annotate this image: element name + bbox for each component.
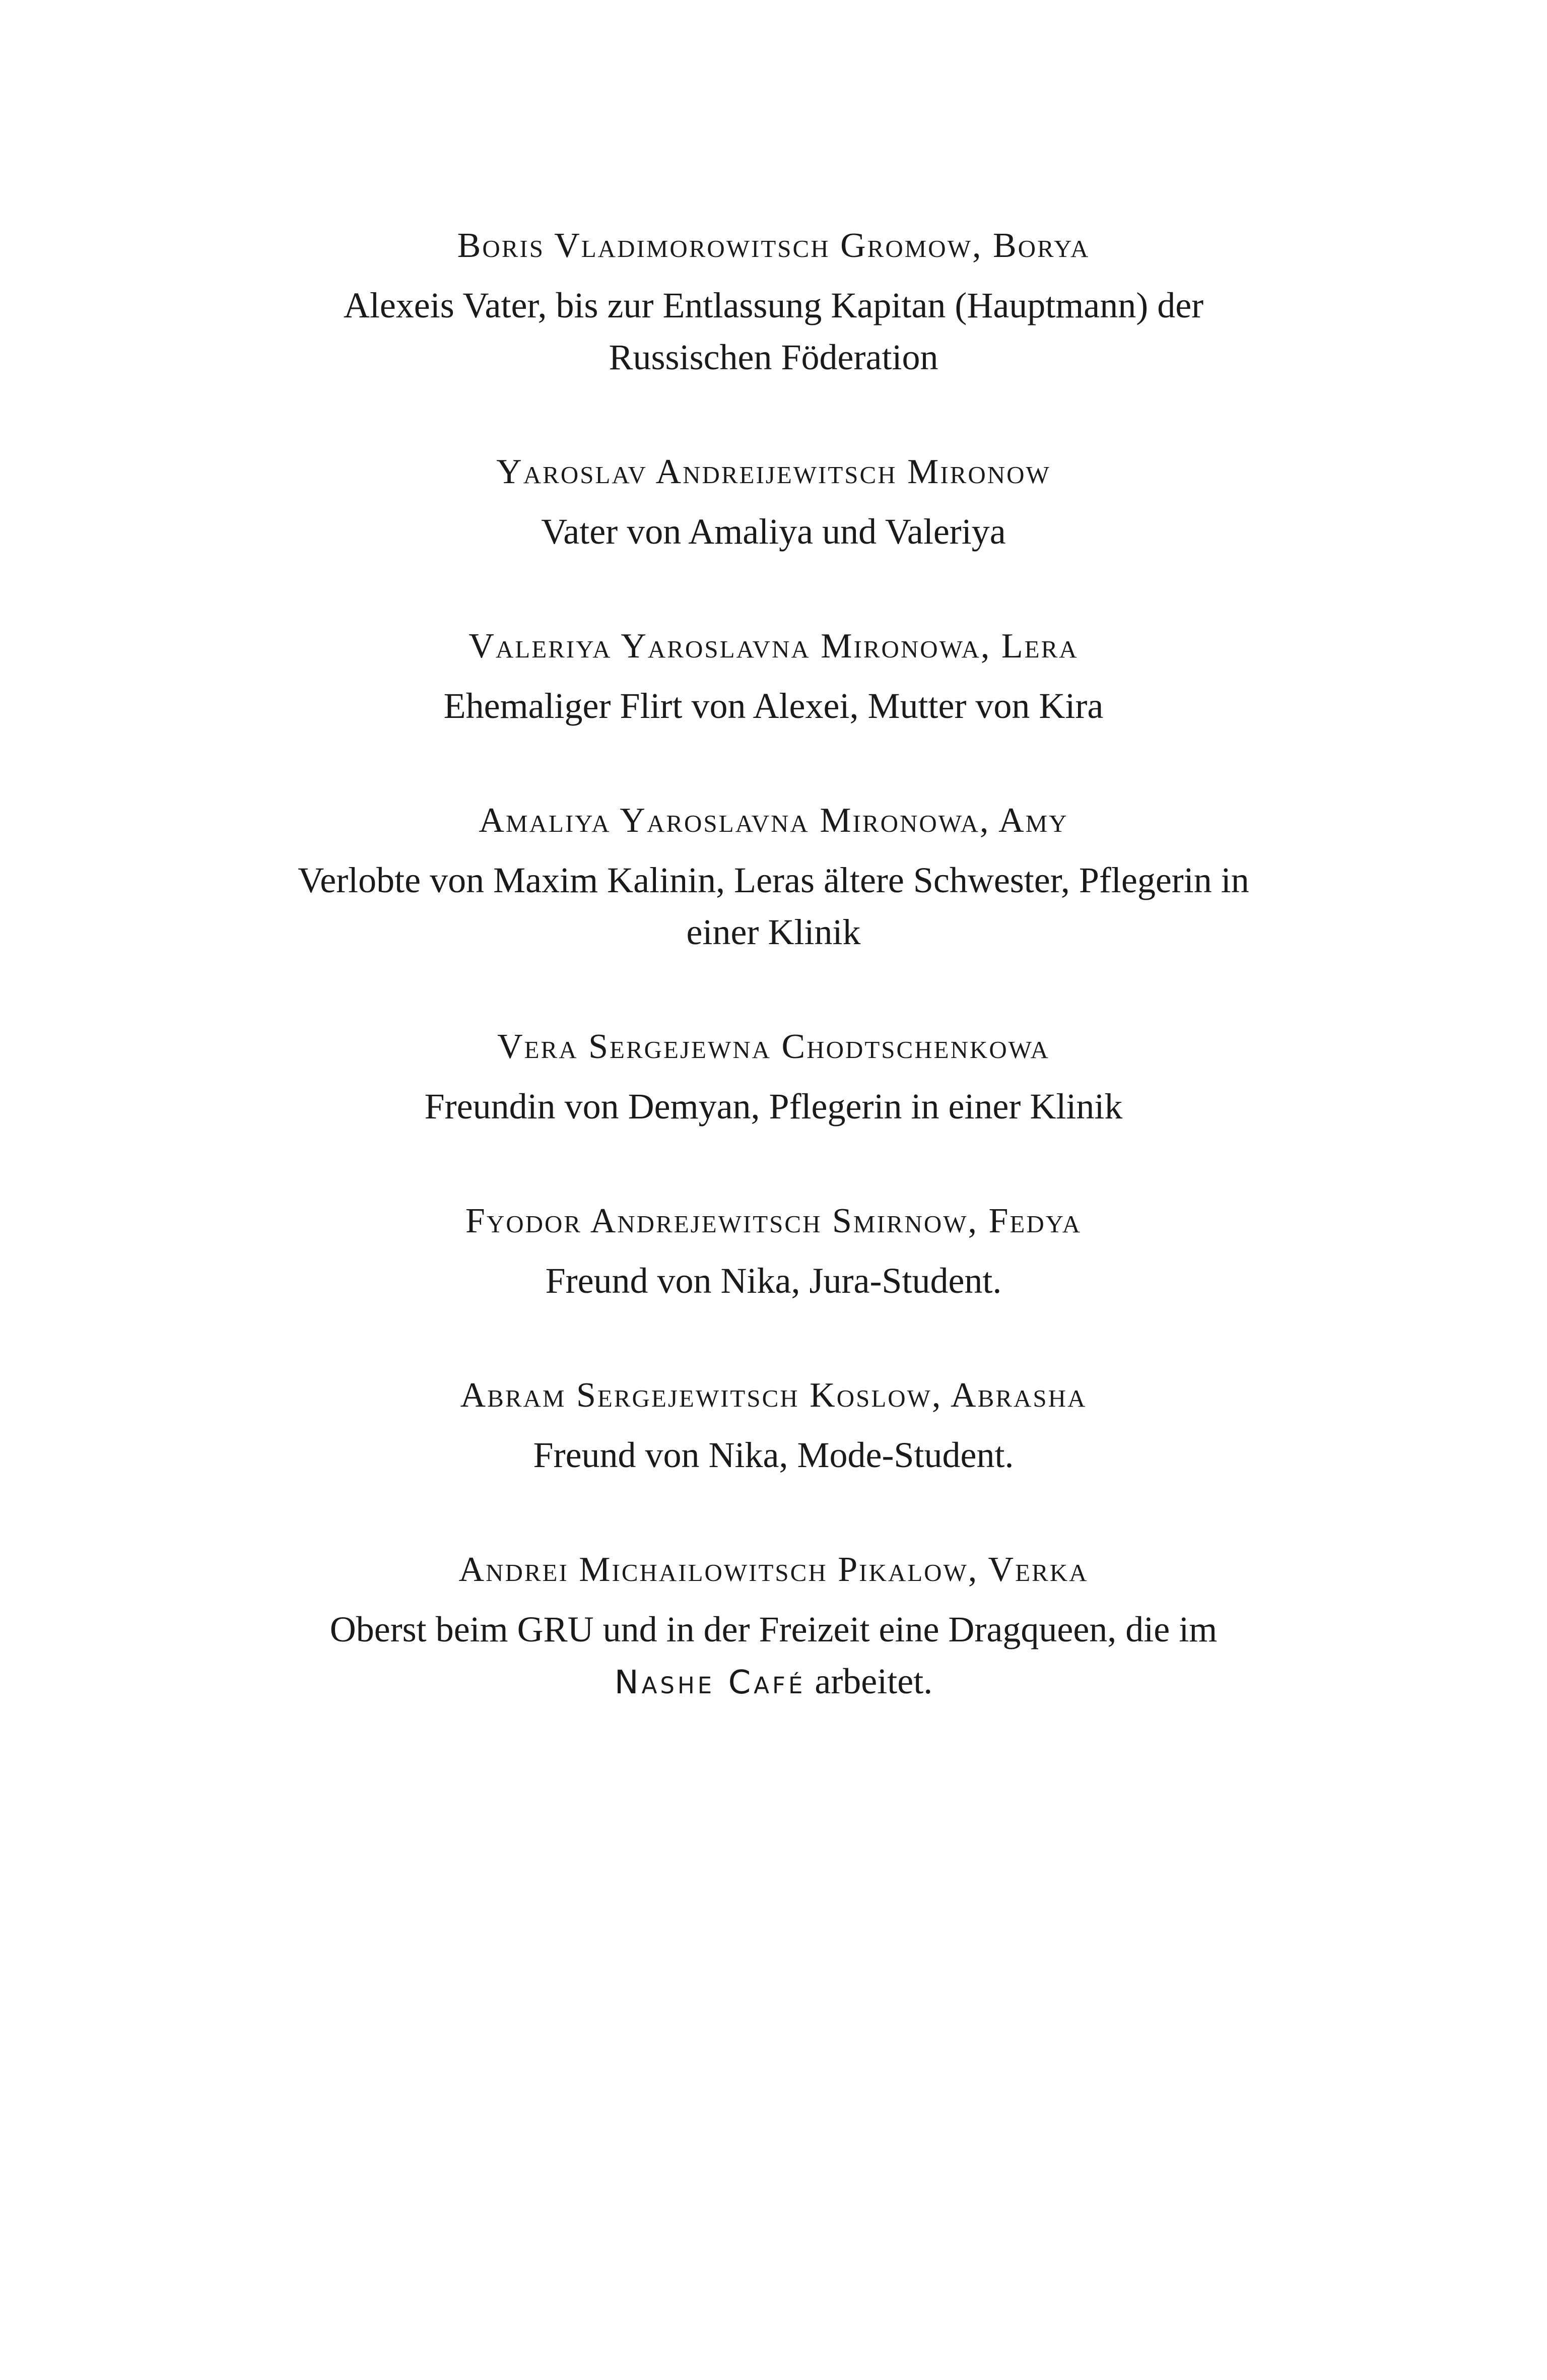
character-entry (282, 1027, 1265, 1133)
character-description (282, 1604, 1265, 1709)
character-entry (282, 1375, 1265, 1481)
character-description: Freundin von Demyan, Pflegerin in einer Klinik (424, 1086, 1123, 1127)
character-name: Amaliya Yaroslavna Mironowa, Amy (479, 801, 1068, 840)
character-name: Fyodor Andrejewitsch Smirnow, Fedya (465, 1202, 1082, 1240)
character-list (282, 226, 1265, 1777)
character-name: Yaroslav Andreijewitsch Mironow (496, 452, 1051, 491)
character-description: Freund von Nika, Jura-Student. (545, 1261, 1002, 1301)
character-name: Vera Sergejewna Chodtschenkowa (497, 1027, 1050, 1066)
character-entry (282, 226, 1265, 383)
character-description: Vater von Amaliya und Valeriya (541, 511, 1006, 552)
character-description: Freund von Nika, Mode-Student. (533, 1435, 1014, 1475)
character-name: Abram Sergejewitsch Koslow, Abrasha (460, 1376, 1087, 1415)
description-text: Oberst beim GRU und in der Freizeit eine Dragqueen, die im (329, 1609, 1218, 1649)
character-entry (282, 1201, 1265, 1307)
character-name: Boris Vladimorowitsch Gromow, Borya (457, 226, 1090, 265)
character-entry (282, 626, 1265, 732)
character-description: Verlobte von Maxim Kalinin, Leras ältere Schwester, Pflegerin in einer Klinik (298, 860, 1249, 952)
description-text: arbeitet. (805, 1661, 933, 1701)
character-entry (282, 801, 1265, 958)
character-description: Alexeis Vater, bis zur Entlassung Kapitan (Hauptmann) der Russischen Föderation (343, 285, 1204, 377)
character-description: Ehemaliger Flirt von Alexei, Mutter von Kira (443, 686, 1104, 726)
character-name: Andrei Michailowitsch Pikalow, Verka (458, 1550, 1089, 1589)
character-entry (282, 1550, 1265, 1709)
character-name: Valeriya Yaroslavna Mironowa, Lera (468, 627, 1079, 666)
venue-name: Nashe Café (614, 1664, 806, 1701)
character-entry (282, 452, 1265, 558)
